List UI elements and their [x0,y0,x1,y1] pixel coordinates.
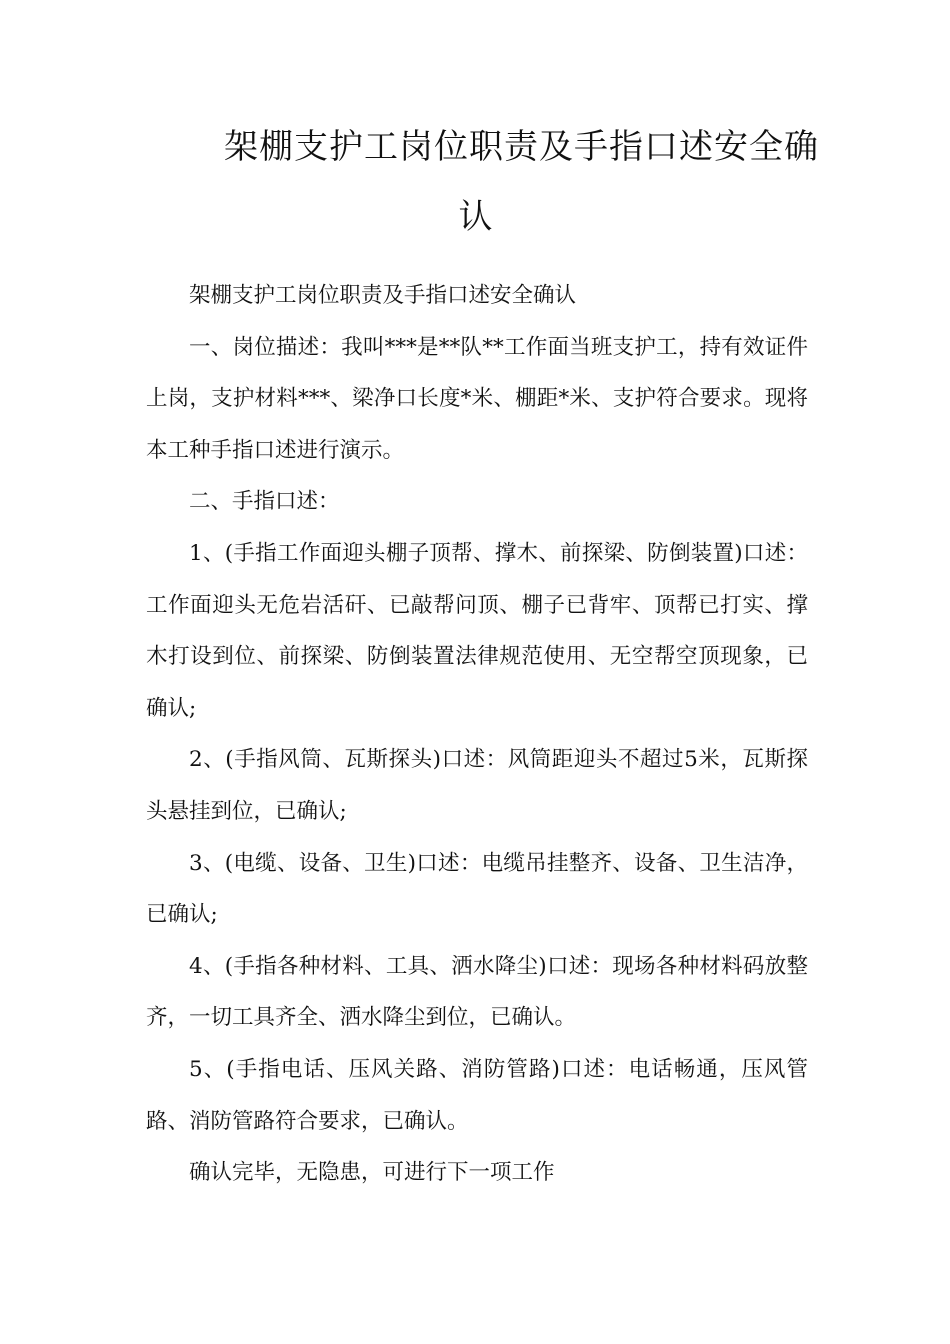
paragraph-job-description: 一、岗位描述：我叫***是**队**工作面当班支护工，持有效证件上岗，支护材料***、梁净口长度*米、棚距*米、支护符合要求。现将本工种手指口述进行演示。 [146,334,808,463]
title-line-2: 认 [458,197,494,237]
document-title [146,112,819,252]
paragraph-heading: 架棚支护工岗位职责及手指口述安全确认 [189,283,577,308]
title-line-1: 架棚支护工岗位职责及手指口述安全确 [224,127,819,167]
paragraph-section-two: 二、手指口述： [189,489,340,515]
paragraph-item-3: 3、(电缆、设备、卫生)口述：电缆吊挂整齐、设备、卫生洁净，已确认; [146,850,808,928]
paragraph-item-5: 5、(手指电话、压风关路、消防管路)口述：电话畅通，压风管路、消防管路符合要求，已确认。 [146,1056,808,1134]
document-body [146,270,808,1199]
paragraph-item-4: 4、(手指各种材料、工具、洒水降尘)口述：现场各种材料码放整齐，一切工具齐全、洒水降尘到位，已确认。 [146,953,808,1031]
paragraph-item-2: 2、(手指风筒、瓦斯探头)口述：风筒距迎头不超过5米，瓦斯探头悬挂到位，已确认; [146,747,808,824]
paragraph-conclusion: 确认完毕，无隐患，可进行下一项工作 [189,1160,555,1186]
paragraph-item-1: 1、(手指工作面迎头棚子顶帮、撑木、前探梁、防倒装置)口述：工作面迎头无危岩活矸、已敲帮问顶、棚子已背牢、顶帮已打实、撑木打设到位、前探梁、防倒装置法律规范使用、无空帮空顶现象，已确认; [146,540,808,721]
